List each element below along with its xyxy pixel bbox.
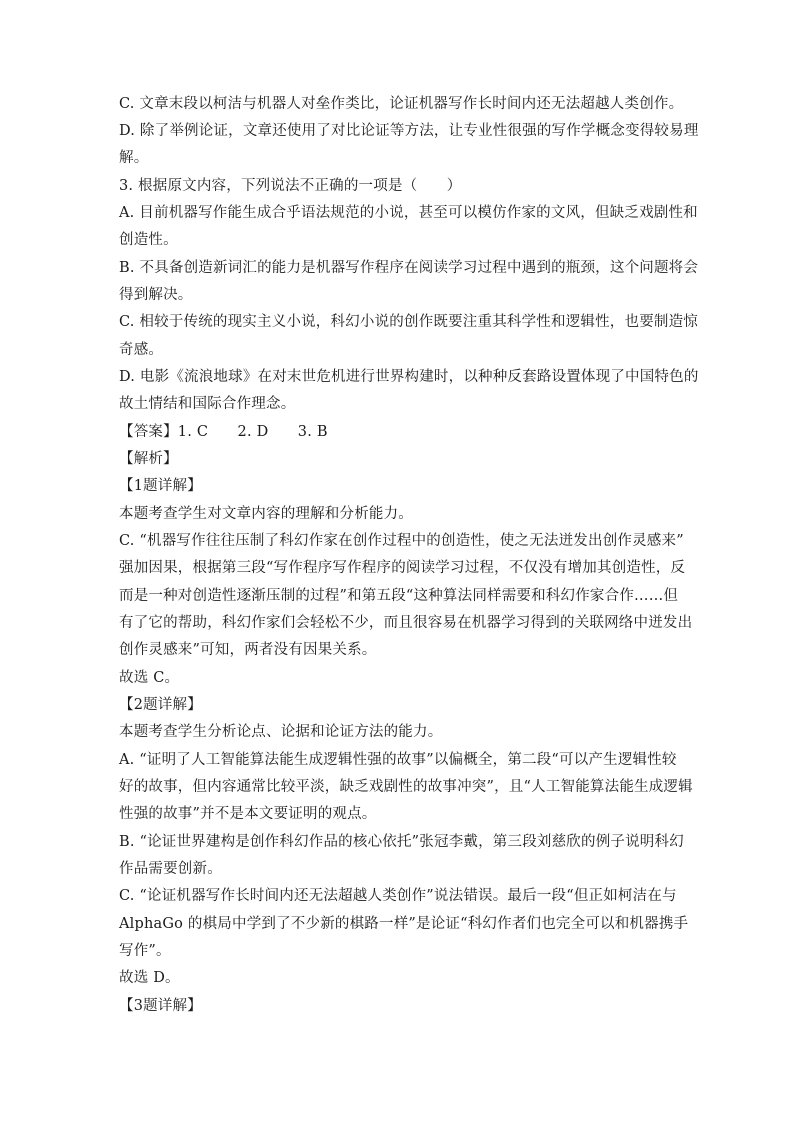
option-d-q2: D. 除了举例论证，文章还使用了对比论证等方法，让专业性很强的写作学概念变得较易理 [119,123,699,139]
option-b-q3-cont: 得到解决。 [119,287,193,303]
q2-conclusion: 故选 D。 [119,970,180,986]
option-a-q3-cont: 创造性。 [119,232,178,248]
q2-detail-text: C. “论证机器写作长时间内还无法超越人类创作”说法错误。最后一段“但正如柯洁在与 [119,888,677,904]
q1-detail-text: 而是一种对创造性逐渐压制的过程”和第五段“这种算法同样需要和科幻作家合作……但 [119,588,679,604]
q2-detail-text: 好的故事，但内容通常比较平淡，缺乏戏剧性的故事冲突”，且“人工智能算法能生成逻辑 [119,779,693,795]
option-c-q2: C. 文章末段以柯洁与机器人对垒作类比，论证机器写作长时间内还无法超越人类创作。 [119,96,684,112]
q2-detail-text: 写作”。 [119,943,171,959]
q2-detail-text: 作品需要创新。 [119,861,222,877]
question-3: 3. 根据原文内容，下列说法不正确的一项是（ ） [119,178,462,194]
option-d-q2-cont: 解。 [119,150,149,166]
q1-conclusion: 故选 C。 [119,670,180,686]
option-a-q3: A. 目前机器写作能生成合乎语法规范的小说，甚至可以模仿作家的文风，但缺乏戏剧性和 [119,205,698,221]
analysis-heading: 【解析】 [119,451,178,467]
q1-detail-heading: 【1题详解】 [119,478,202,494]
q2-detail-text: AlphaGo 的棋局中学到了不少新的棋路一样”是论证“科幻作者们也完全可以和机器携手 [119,916,689,932]
q1-detail-text: 本题考查学生对文章内容的理解和分析能力。 [119,506,413,522]
answer-line: 【答案】1. C 2. D 3. B [119,424,328,440]
q2-detail-heading: 【2题详解】 [119,697,202,713]
option-d-q3-cont: 故土情结和国际合作理念。 [119,396,296,412]
q2-detail-text: 性强的故事”并不是本文要证明的观点。 [119,806,377,822]
option-d-q3: D. 电影《流浪地球》在对末世危机进行世界构建时，以种种反套路设置体现了中国特色的 [119,369,699,385]
q1-detail-text: 强加因果，根据第三段“写作程序写作程序的阅读学习过程，不仅没有增加其创造性，反 [119,560,686,576]
q3-detail-heading: 【3题详解】 [119,998,202,1014]
q2-detail-text: B. “论证世界建构是创作科幻作品的核心依托”张冠李戴，第三段刘慈欣的例子说明科幻 [119,834,684,850]
option-c-q3: C. 相较于传统的现实主义小说，科幻小说的创作既要注重其科学性和逻辑性，也要制造惊 [119,314,698,330]
q2-detail-text: A. “证明了人工智能算法能生成逻辑性强的故事”以偏概全，第二段“可以产生逻辑性较 [119,752,677,768]
option-b-q3: B. 不具备创造新词汇的能力是机器写作程序在阅读学习过程中遇到的瓶颈，这个问题将会 [119,260,699,276]
q1-detail-text: 创作灵感来”可知，两者没有因果关系。 [119,642,377,658]
q1-detail-text: 有了它的帮助，科幻作家们会轻松不少，而且很容易在机器学习得到的关联网络中迸发出 [119,615,693,631]
option-c-q3-cont: 奇感。 [119,342,164,358]
q2-detail-text: 本题考查学生分析论点、论据和论证方法的能力。 [119,724,443,740]
q1-detail-text: C. “机器写作往往压制了科幻作家在创作过程中的创造性，使之无法迸发出创作灵感来” [119,533,684,549]
